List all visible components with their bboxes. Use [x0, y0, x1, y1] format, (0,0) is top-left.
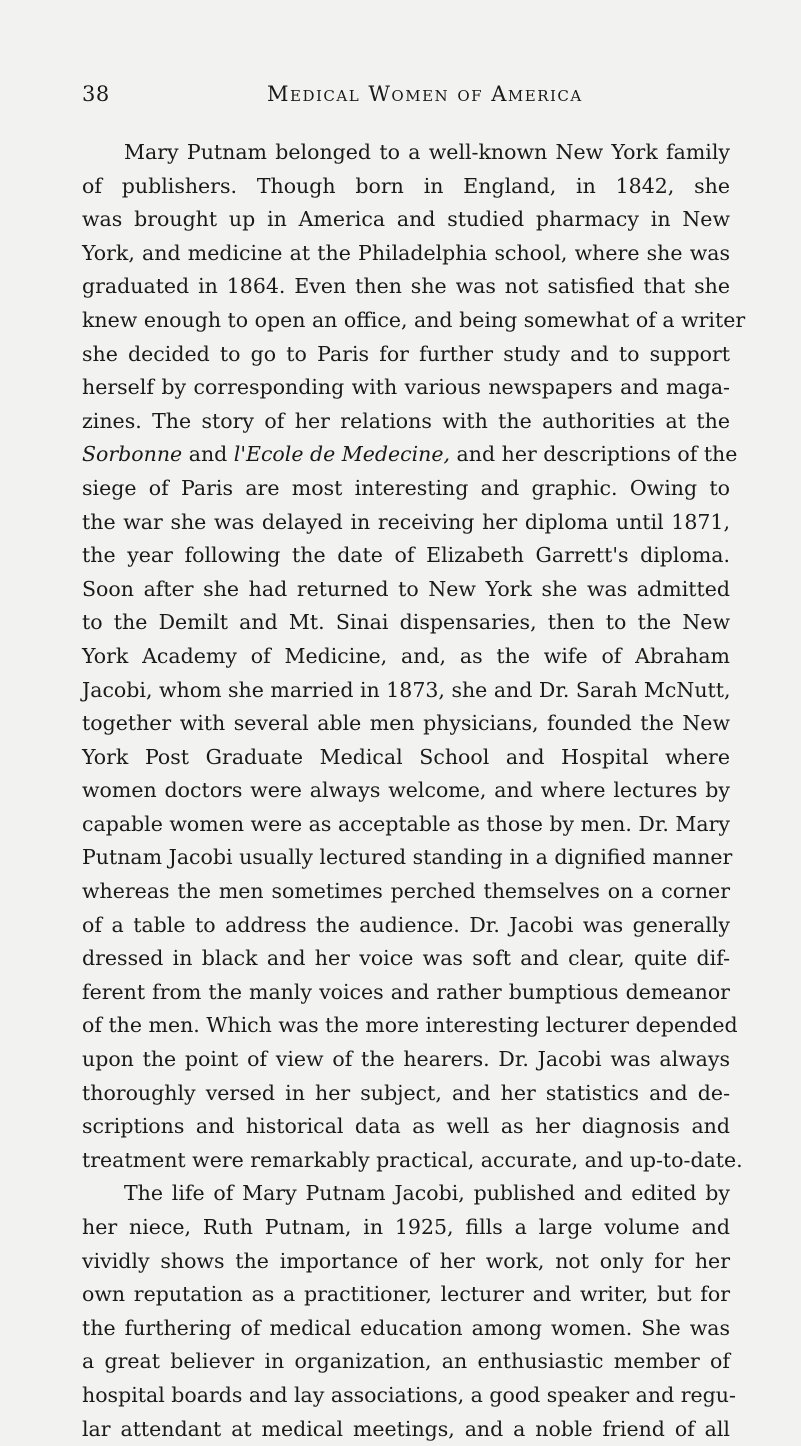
italic-sorbonne: Sorbonne	[82, 442, 183, 467]
text-line: knew enough to open an office, and being somewhat of a writer	[82, 307, 746, 332]
text-line: whereas the men sometimes perched themselves on a corner	[82, 879, 730, 904]
text-line: of the men. Which was the more interesting lecturer depended	[82, 1013, 738, 1038]
text-line: hospital boards and lay associations, a good speaker and regu-	[82, 1382, 736, 1407]
text-line: the war she was delayed in receiving her diploma until 1871,	[82, 509, 730, 534]
text-line: herself by corresponding with various newspapers and maga-	[82, 375, 730, 400]
text-line: treatment were remarkably practical, accurate, and up-to-date.	[82, 1147, 743, 1172]
text-line: York, and medicine at the Philadelphia school, where she was	[82, 240, 730, 265]
text-line: Jacobi, whom she married in 1873, she and Dr. Sarah McNutt,	[82, 677, 731, 702]
text-line: vividly shows the importance of her work, not only for her	[82, 1248, 730, 1273]
body-text	[82, 136, 746, 1446]
text-line: the year following the date of Elizabeth Garrett's diploma.	[82, 543, 730, 568]
text-line: together with several able men physicians, founded the New	[82, 711, 730, 736]
text-line: Mary Putnam belonged to a well-known New York family	[124, 140, 730, 164]
text-line: women doctors were always welcome, and where lectures by	[82, 778, 730, 803]
text-line: The life of Mary Putnam Jacobi, published and edited by	[124, 1181, 730, 1206]
text-line: capable women were as acceptable as those by men. Dr. Mary	[82, 811, 731, 836]
connector-text: and	[182, 442, 234, 467]
text-line: a great believer in organization, an enthusiastic member of	[82, 1349, 730, 1374]
text-line: her niece, Ruth Putnam, in 1925, fills a large volume and	[82, 1215, 730, 1239]
line-rest: and her descriptions of the	[450, 442, 738, 467]
page-number: 38	[82, 82, 110, 106]
text-line: thoroughly versed in her subject, and her statistics and de-	[82, 1080, 730, 1105]
text-line: own reputation as a practitioner, lecturer and writer, but for	[82, 1282, 730, 1307]
text-line: she decided to go to Paris for further study and to support	[82, 341, 730, 366]
text-line: of publishers. Though born in England, in 1842, she	[82, 173, 730, 198]
page-header	[82, 82, 730, 112]
text-line: to the Demilt and Mt. Sinai dispensaries, then to the New	[82, 610, 730, 635]
text-line: siege of Paris are most interesting and graphic. Owing to	[82, 475, 730, 500]
text-line: was brought up in America and studied pharmacy in New	[82, 207, 730, 232]
text-line: ferent from the manly voices and rather bumptious demeanor	[82, 979, 730, 1004]
italic-ecole: l'Ecole de Medecine,	[233, 442, 451, 467]
running-title: Medical Women of America	[267, 82, 583, 106]
text-line: York Post Graduate Medical School and Hospital where	[82, 744, 730, 769]
text-line: of a table to address the audience. Dr. Jacobi was generally	[82, 912, 730, 937]
text-line: dressed in black and her voice was soft and clear, quite dif-	[82, 946, 730, 971]
text-line: York Academy of Medicine, and, as the wife of Abraham	[82, 643, 730, 668]
text-line: lar attendant at medical meetings, and a noble friend of all	[82, 1416, 730, 1441]
text-line: Soon after she had returned to New York she was admitted	[82, 576, 730, 601]
text-line: upon the point of view of the hearers. Dr. Jacobi was always	[82, 1047, 730, 1072]
text-line: scriptions and historical data as well as her diagnosis and	[82, 1114, 730, 1139]
text-line: Putnam Jacobi usually lectured standing in a dignified manner	[82, 845, 733, 870]
text-line: the furthering of medical education among women. She was	[82, 1315, 730, 1340]
text-line: zines. The story of her relations with the authorities at the	[82, 408, 730, 433]
text-line-italic	[82, 438, 738, 472]
text-line: graduated in 1864. Even then she was not satisfied that she	[82, 274, 730, 299]
